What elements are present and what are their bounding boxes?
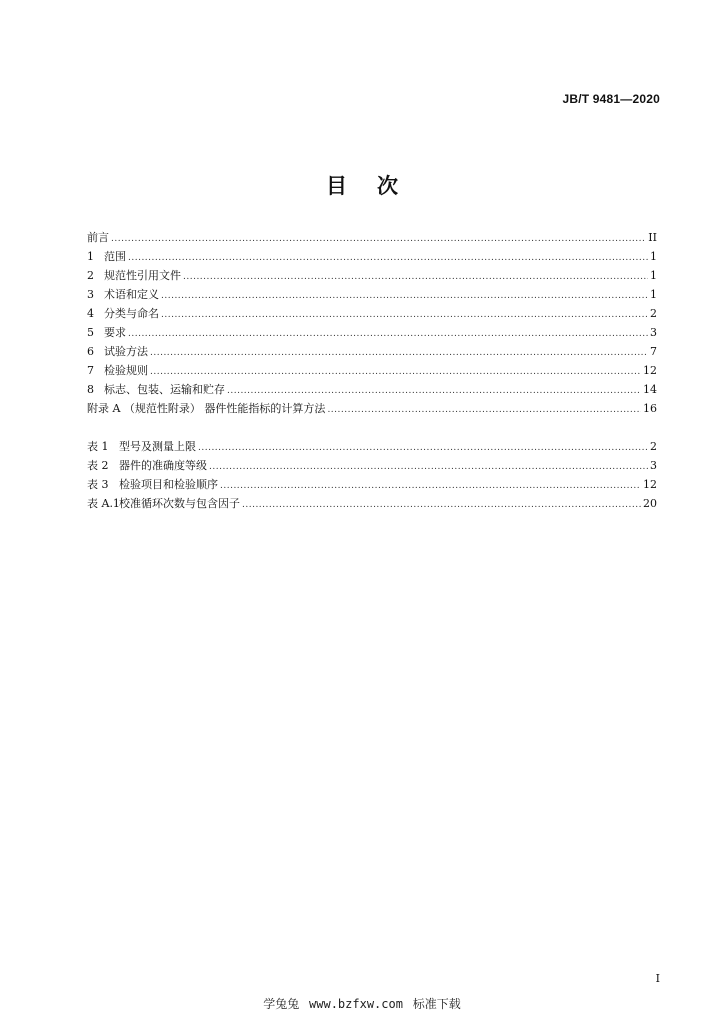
toc-leader-dots xyxy=(128,329,648,339)
watermark-text: 标准下载 xyxy=(412,997,461,1011)
toc-table-page: 20 xyxy=(643,497,657,510)
toc-entry-number: 4 xyxy=(87,307,94,320)
toc-entry-number: 6 xyxy=(87,345,94,358)
toc-entry-number: 1 xyxy=(87,250,94,263)
toc-entry[interactable] xyxy=(87,267,657,286)
toc-leader-dots xyxy=(227,386,641,396)
toc-leader-dots xyxy=(161,291,648,301)
toc-entry-page: 12 xyxy=(643,364,657,377)
toc-leader-dots xyxy=(327,405,641,415)
toc-table-page: 12 xyxy=(643,478,657,491)
toc-table-entry[interactable] xyxy=(87,457,657,476)
toc-entry-page: 1 xyxy=(650,250,657,263)
toc-table-label: 器件的准确度等级 xyxy=(119,459,207,472)
toc-entry-number: 3 xyxy=(87,288,94,301)
toc-entry-page: 1 xyxy=(650,288,657,301)
toc-table-entry[interactable] xyxy=(87,476,657,495)
toc-entry[interactable] xyxy=(87,286,657,305)
toc-leader-dots xyxy=(111,234,646,244)
toc-table-number: 表 3 xyxy=(87,478,109,491)
toc-leader-dots xyxy=(150,348,648,358)
toc-entry-page: 14 xyxy=(643,383,657,396)
toc-entry[interactable] xyxy=(87,343,657,362)
toc-leader-dots xyxy=(183,272,648,282)
toc-entry-page: 7 xyxy=(650,345,657,358)
toc-leader-dots xyxy=(198,443,648,453)
standard-code: JB/T 9481—2020 xyxy=(562,92,660,106)
watermark xyxy=(0,995,724,1012)
toc-leader-dots xyxy=(161,310,648,320)
toc-table-label: 型号及测量上限 xyxy=(119,440,196,453)
toc-leader-dots xyxy=(128,253,648,263)
toc-leader-dots xyxy=(242,500,641,510)
toc-entry-label: 附录 A （规范性附录） 器件性能指标的计算方法 xyxy=(87,402,326,415)
toc-tables xyxy=(87,438,657,514)
toc-entry-page: 1 xyxy=(650,269,657,282)
toc-sections xyxy=(87,229,657,419)
toc-entry-number: 7 xyxy=(87,364,94,377)
watermark-url: www.bzfxw.com xyxy=(309,997,403,1011)
toc-entry-appendix[interactable] xyxy=(87,400,657,419)
toc-table-number: 表 1 xyxy=(87,440,109,453)
toc-table-number: 表 A.1 xyxy=(87,497,120,510)
watermark-site: 学兔兔 xyxy=(263,997,300,1011)
toc-entry[interactable] xyxy=(87,324,657,343)
toc-table-entry[interactable] xyxy=(87,495,657,514)
toc-leader-dots xyxy=(150,367,641,377)
toc-table-page: 2 xyxy=(650,440,657,453)
toc-entry-page: 2 xyxy=(650,307,657,320)
toc-table-page: 3 xyxy=(650,459,657,472)
toc-entry-label: 试验方法 xyxy=(104,345,148,358)
page-title-part2: 次 xyxy=(377,174,398,198)
toc-entry-number: 8 xyxy=(87,383,94,396)
toc-entry-page: 16 xyxy=(643,402,657,415)
toc-table-label: 校准循环次数与包含因子 xyxy=(119,497,240,510)
toc-entry-label: 规范性引用文件 xyxy=(104,269,181,282)
toc-table-number: 表 2 xyxy=(87,459,109,472)
toc-leader-dots xyxy=(220,481,641,491)
toc-entry-label: 术语和定义 xyxy=(104,288,159,301)
toc-leader-dots xyxy=(209,462,648,472)
toc-entry[interactable] xyxy=(87,229,657,248)
toc-entry-label: 前言 xyxy=(87,231,109,244)
toc-entry[interactable] xyxy=(87,305,657,324)
toc-entry-number: 5 xyxy=(87,326,94,339)
toc-entry-label: 检验规则 xyxy=(104,364,148,377)
toc-entry-number: 2 xyxy=(87,269,94,282)
toc-entry[interactable] xyxy=(87,362,657,381)
toc-entry-label: 要求 xyxy=(104,326,126,339)
toc-entry[interactable] xyxy=(87,381,657,400)
toc-entry[interactable] xyxy=(87,248,657,267)
page-title xyxy=(0,170,724,200)
toc-entry-label: 分类与命名 xyxy=(104,307,159,320)
toc-entry-page: 3 xyxy=(650,326,657,339)
toc-entry-page: II xyxy=(648,231,657,244)
toc-table-entry[interactable] xyxy=(87,438,657,457)
toc-table-label: 检验项目和检验顺序 xyxy=(119,478,218,491)
toc-entry-label: 范围 xyxy=(104,250,126,263)
toc-entry-label: 标志、包装、运输和贮存 xyxy=(104,383,225,396)
page-number: I xyxy=(655,972,660,985)
page-title-part1: 目 xyxy=(326,174,347,198)
